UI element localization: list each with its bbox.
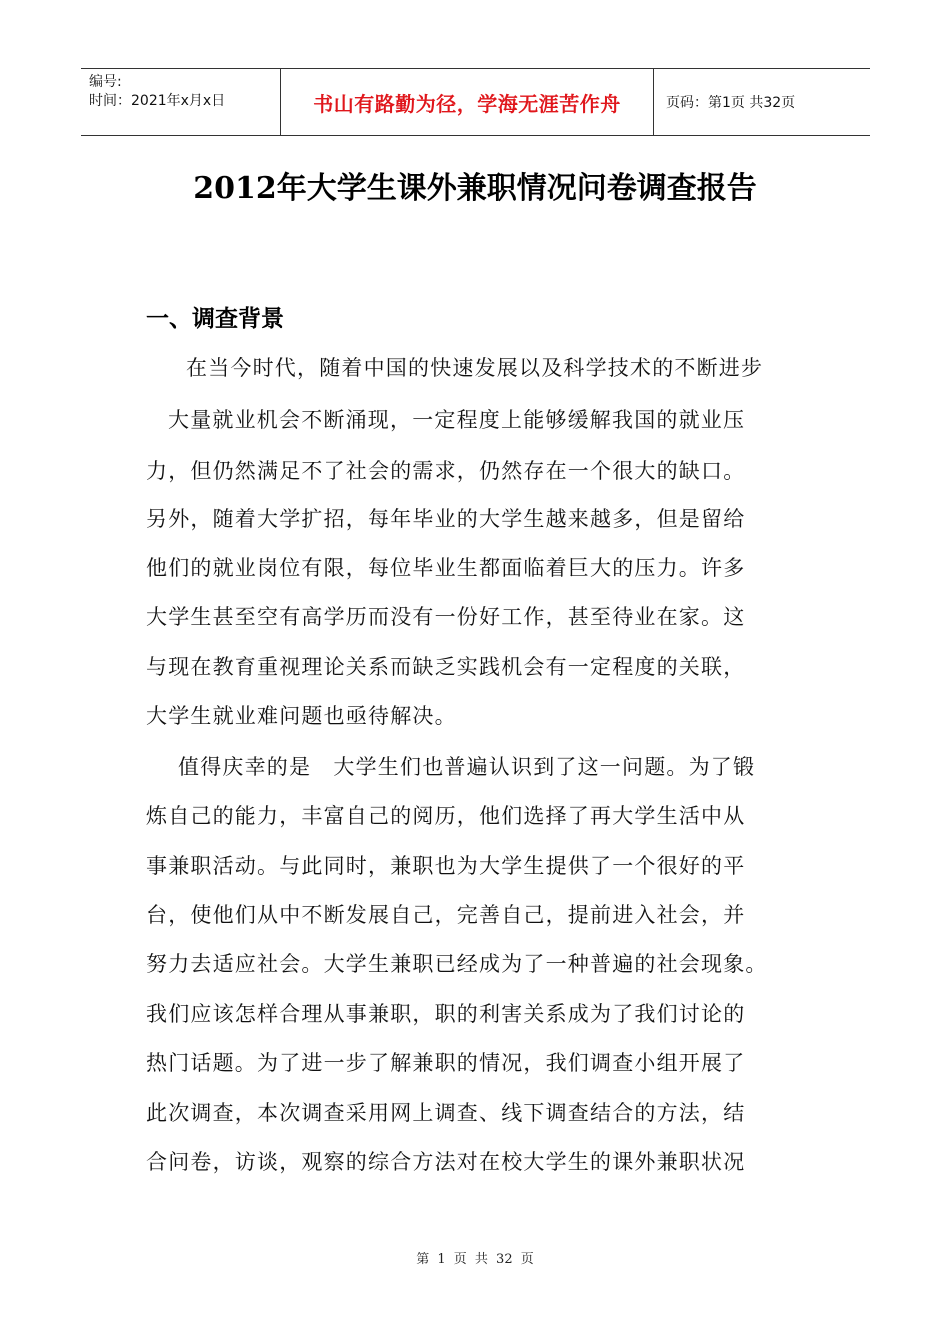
header-motto: 书山有路勤为径，学海无涯苦作舟 bbox=[281, 69, 654, 135]
time-label: 时间：2021年x月x日 bbox=[89, 93, 226, 109]
body-line: 合问卷，访谈，观察的综合方法对在校大学生的课外兼职状况 bbox=[146, 1150, 746, 1174]
header-table bbox=[81, 68, 870, 136]
body-line: 热门话题。为了进一步了解兼职的情况，我们调查小组开展了 bbox=[146, 1051, 746, 1075]
body-line: 努力去适应社会。大学生兼职已经成为了一种普遍的社会现象。 bbox=[146, 952, 768, 976]
body-line: 大学生甚至空有高学历而没有一份好工作，甚至待业在家。这 bbox=[146, 605, 746, 629]
section-heading: 一、调查背景 bbox=[146, 306, 284, 332]
body-line: 事兼职活动。与此同时，兼职也为大学生提供了一个很好的平 bbox=[146, 854, 746, 878]
body-line: 值得庆幸的是 大学生们也普遍认识到了这一问题。为了锻 bbox=[178, 755, 756, 779]
body-line: 我们应该怎样合理从事兼职，职的利害关系成为了我们讨论的 bbox=[146, 1002, 746, 1026]
number-label: 编号: bbox=[89, 74, 122, 90]
body-line: 他们的就业岗位有限，每位毕业生都面临着巨大的压力。许多 bbox=[146, 556, 746, 580]
body-line: 台，使他们从中不断发展自己，完善自己，提前进入社会，并 bbox=[146, 903, 746, 927]
document-title: 2012年大学生课外兼职情况问卷调查报告 bbox=[193, 171, 757, 206]
body-line: 力，但仍然满足不了社会的需求，仍然存在一个很大的缺口。 bbox=[146, 459, 746, 483]
page-footer: 第 1 页 共 32 页 bbox=[416, 1252, 534, 1267]
body-line: 与现在教育重视理论关系而缺乏实践机会有一定程度的关联， bbox=[146, 655, 746, 679]
header-page-info: 页码：第1页 共32页 bbox=[666, 95, 796, 111]
body-line: 另外，随着大学扩招，每年毕业的大学生越来越多，但是留给 bbox=[146, 507, 746, 531]
header-meta-cell bbox=[81, 69, 281, 135]
body-line: 大学生就业难问题也亟待解决。 bbox=[146, 704, 457, 728]
body-line: 炼自己的能力，丰富自己的阅历，他们选择了再大学生活中从 bbox=[146, 804, 746, 828]
body-line: 大量就业机会不断涌现，一定程度上能够缓解我国的就业压 bbox=[168, 408, 746, 432]
body-line: 在当今时代，随着中国的快速发展以及科学技术的不断进步 bbox=[186, 356, 764, 380]
body-line: 此次调查，本次调查采用网上调查、线下调查结合的方法，结 bbox=[146, 1101, 746, 1125]
